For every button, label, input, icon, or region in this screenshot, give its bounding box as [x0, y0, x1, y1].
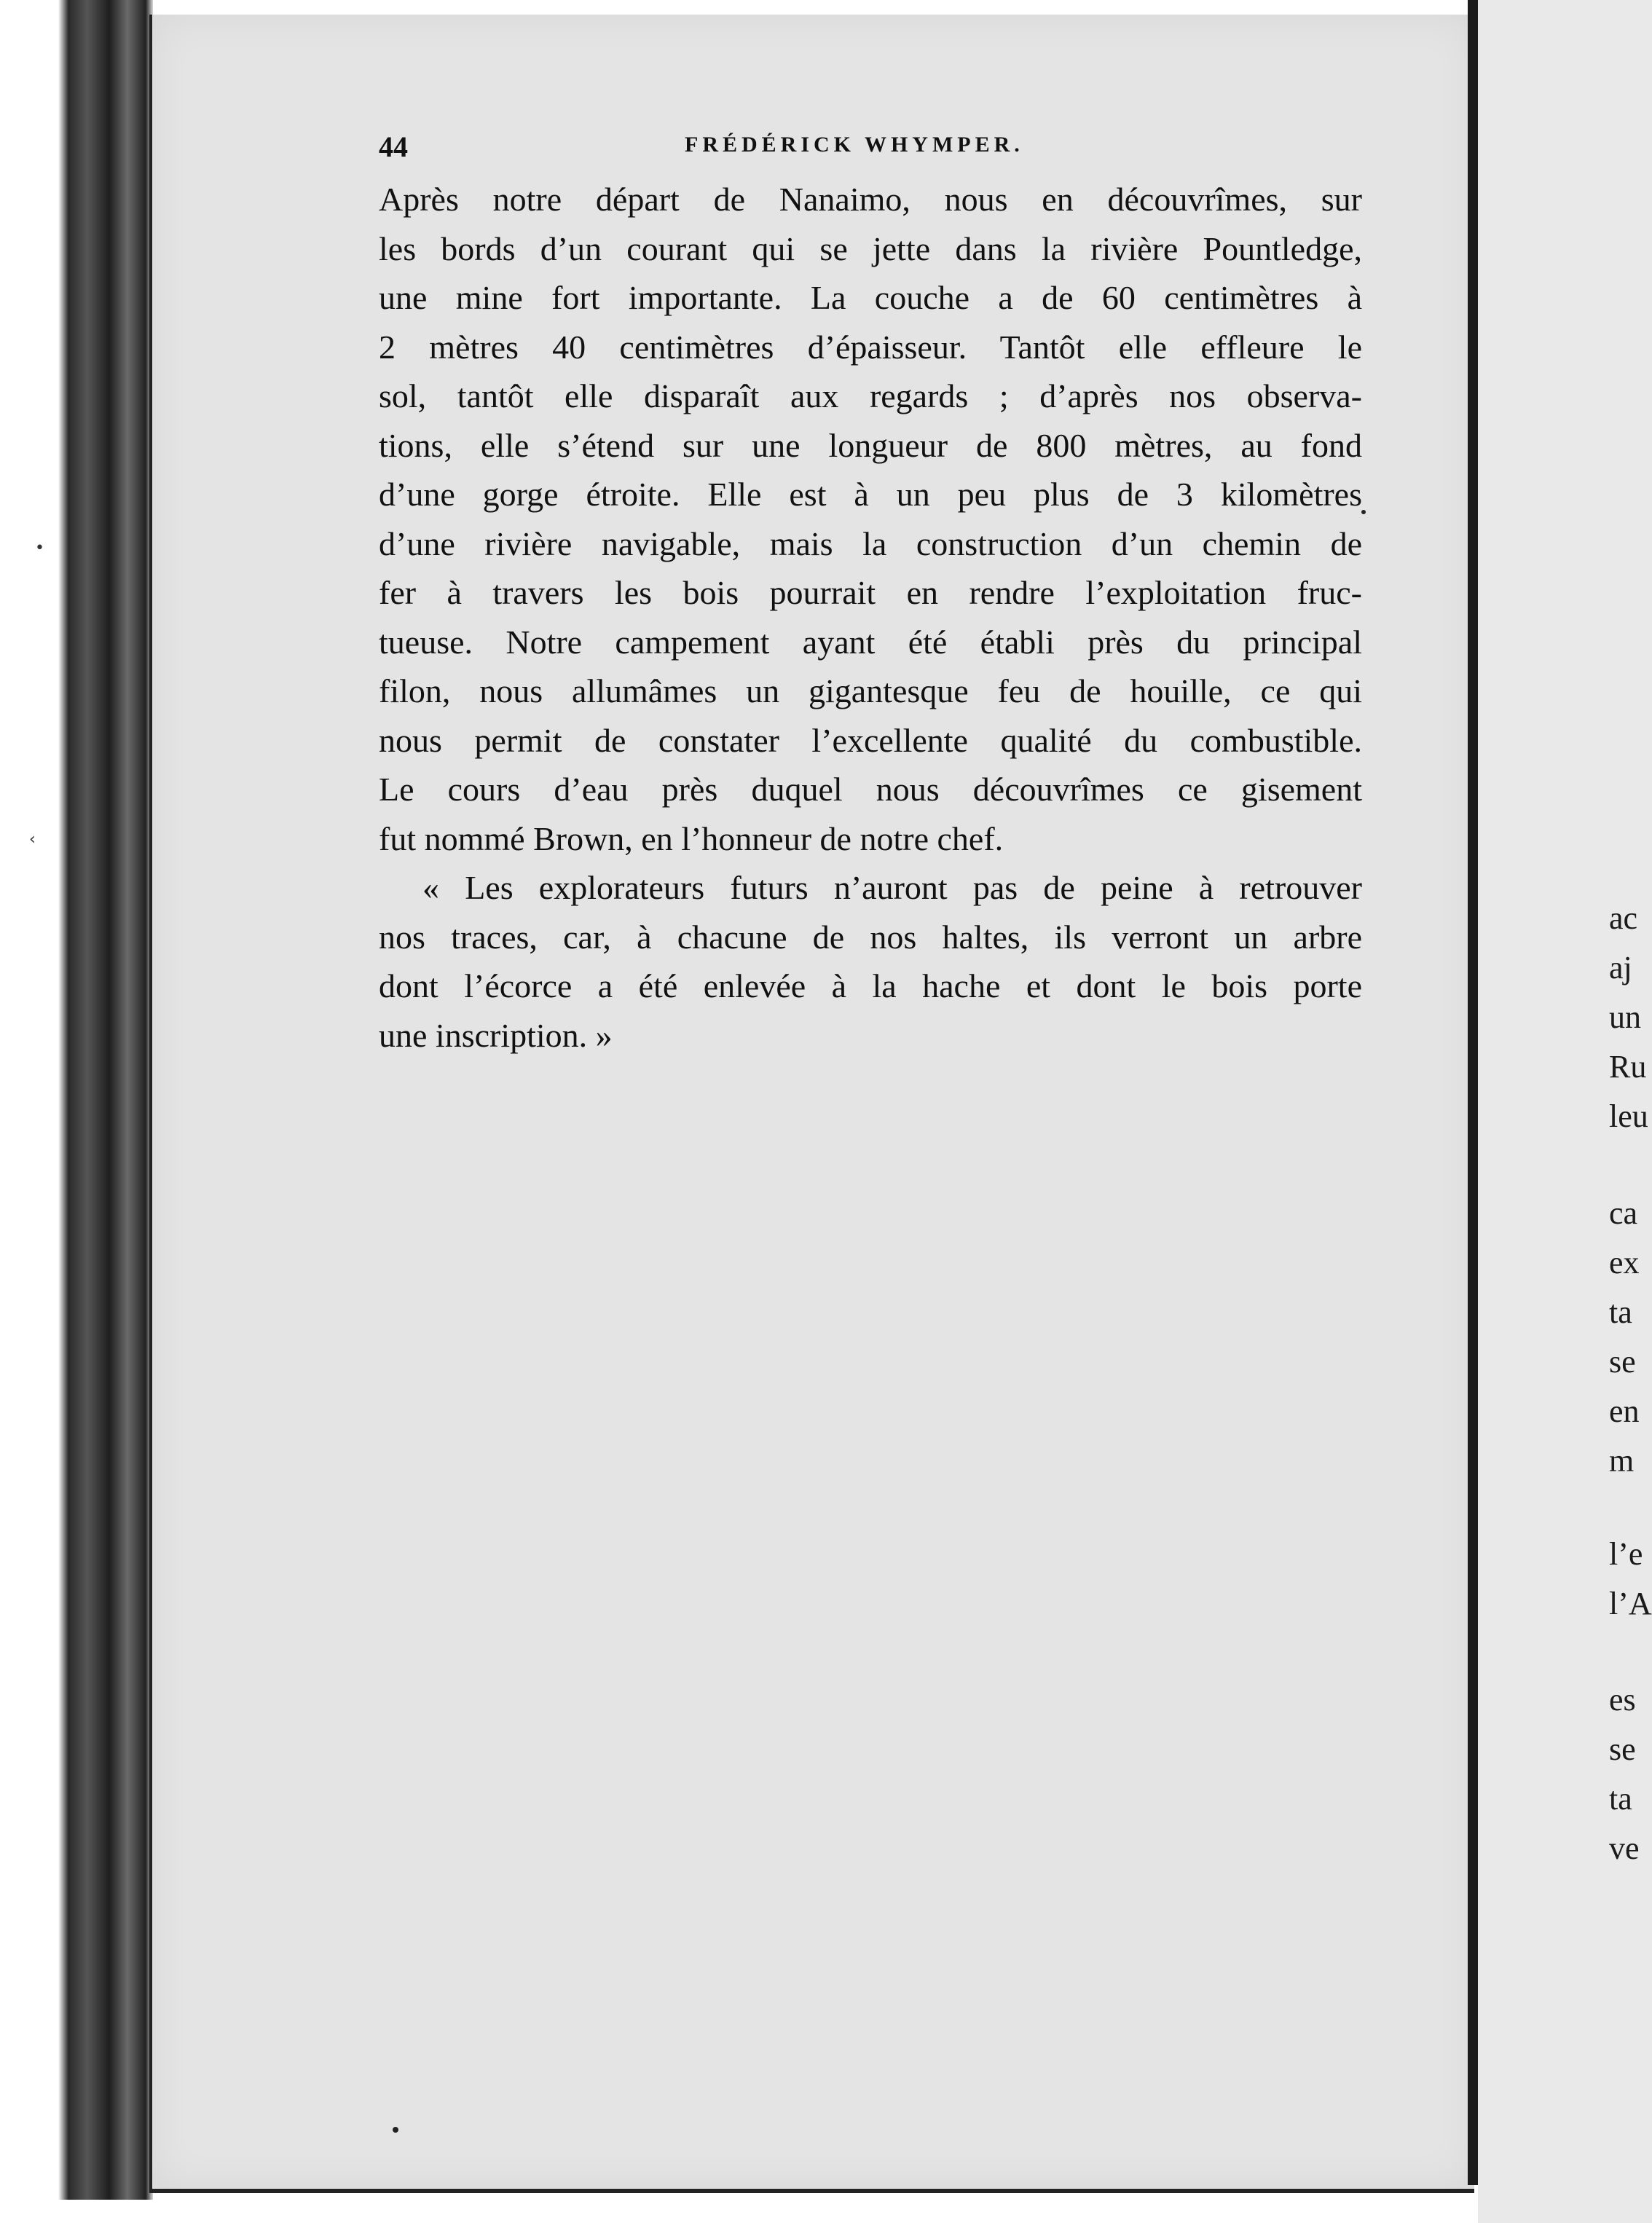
next-page-text: ve [1609, 1830, 1640, 1866]
text-line: fut nommé Brown, en l’honneur de notre chef. [379, 819, 1004, 857]
next-page-text: l’e [1609, 1536, 1643, 1572]
text-line: Après notre départ de Nanaimo, nous en découvrîmes, sur [379, 181, 1362, 218]
next-page-text: en [1609, 1393, 1640, 1429]
page-speck [393, 2127, 398, 2133]
text-line: d’une rivière navigable, mais la construction d’un chemin de [379, 524, 1362, 562]
text-line: fer à travers les bois pourrait en rendre l’exploitation fruc- [379, 574, 1362, 611]
next-page-text: Ru [1609, 1049, 1647, 1085]
running-head: FRÉDÉRICK WHYMPER. [685, 133, 1024, 157]
next-page-text: aj [1609, 950, 1632, 985]
text-line: tueuse. Notre campement ayant été établi près du principal [379, 623, 1362, 661]
next-page-text: leu [1609, 1098, 1648, 1134]
next-page-text: se [1609, 1344, 1636, 1380]
text-line: « Les explorateurs futurs n’auront pas de peine à retrouver [422, 869, 1362, 906]
next-page-text: se [1609, 1731, 1636, 1767]
paragraph [379, 175, 1362, 863]
text-line: nous permit de constater l’excellente qualité du combustible. [379, 721, 1362, 759]
next-page-text: ta [1609, 1781, 1632, 1817]
text-line: 2 mètres 40 centimètres d’épaisseur. Tantôt elle effleure le [379, 328, 1362, 366]
text-line: tions, elle s’étend sur une longueur de 800 mètres, au fond [379, 426, 1362, 464]
right-page-fragment [1478, 0, 1652, 2223]
page-header [379, 130, 1355, 173]
text-line: nos traces, car, à chacune de nos haltes, ils verront un arbre [379, 918, 1362, 956]
margin-speck: • [35, 539, 44, 557]
next-page-text: ex [1609, 1245, 1640, 1280]
next-page-text: m [1609, 1443, 1635, 1479]
margin-speck: ‹ [29, 830, 36, 849]
page-number: 44 [379, 130, 408, 163]
text-line: Le cours d’eau près duquel nous découvrîmes ce gisement [379, 771, 1362, 808]
page-gutter [1468, 0, 1478, 2185]
text-line: les bords d’un courant qui se jette dans la rivière Pountledge, [379, 229, 1362, 267]
next-page-text: un [1609, 999, 1641, 1035]
text-line: une inscription. » [379, 1016, 613, 1054]
text-line: d’une gorge étroite. Elle est à un peu plus de 3 kilomètres [379, 476, 1362, 513]
book-binding-edge [58, 0, 153, 2200]
next-page-text: ca [1609, 1195, 1638, 1231]
next-page-text: ac [1609, 900, 1638, 936]
text-line: sol, tantôt elle disparaît aux regards ; d’après nos observa- [379, 377, 1362, 414]
text-line: une mine fort importante. La couche a de 60 centimètres à [379, 279, 1362, 316]
page-body [379, 175, 1362, 1060]
text-line: filon, nous allumâmes un gigantesque feu de houille, ce qui [379, 672, 1362, 709]
next-page-text: ta [1609, 1294, 1632, 1330]
paragraph [379, 863, 1362, 1060]
next-page-text: es [1609, 1682, 1636, 1718]
next-page-text: l’A [1609, 1586, 1652, 1621]
text-line: dont l’écorce a été enlevée à la hache et dont le bois porte [379, 967, 1362, 1004]
